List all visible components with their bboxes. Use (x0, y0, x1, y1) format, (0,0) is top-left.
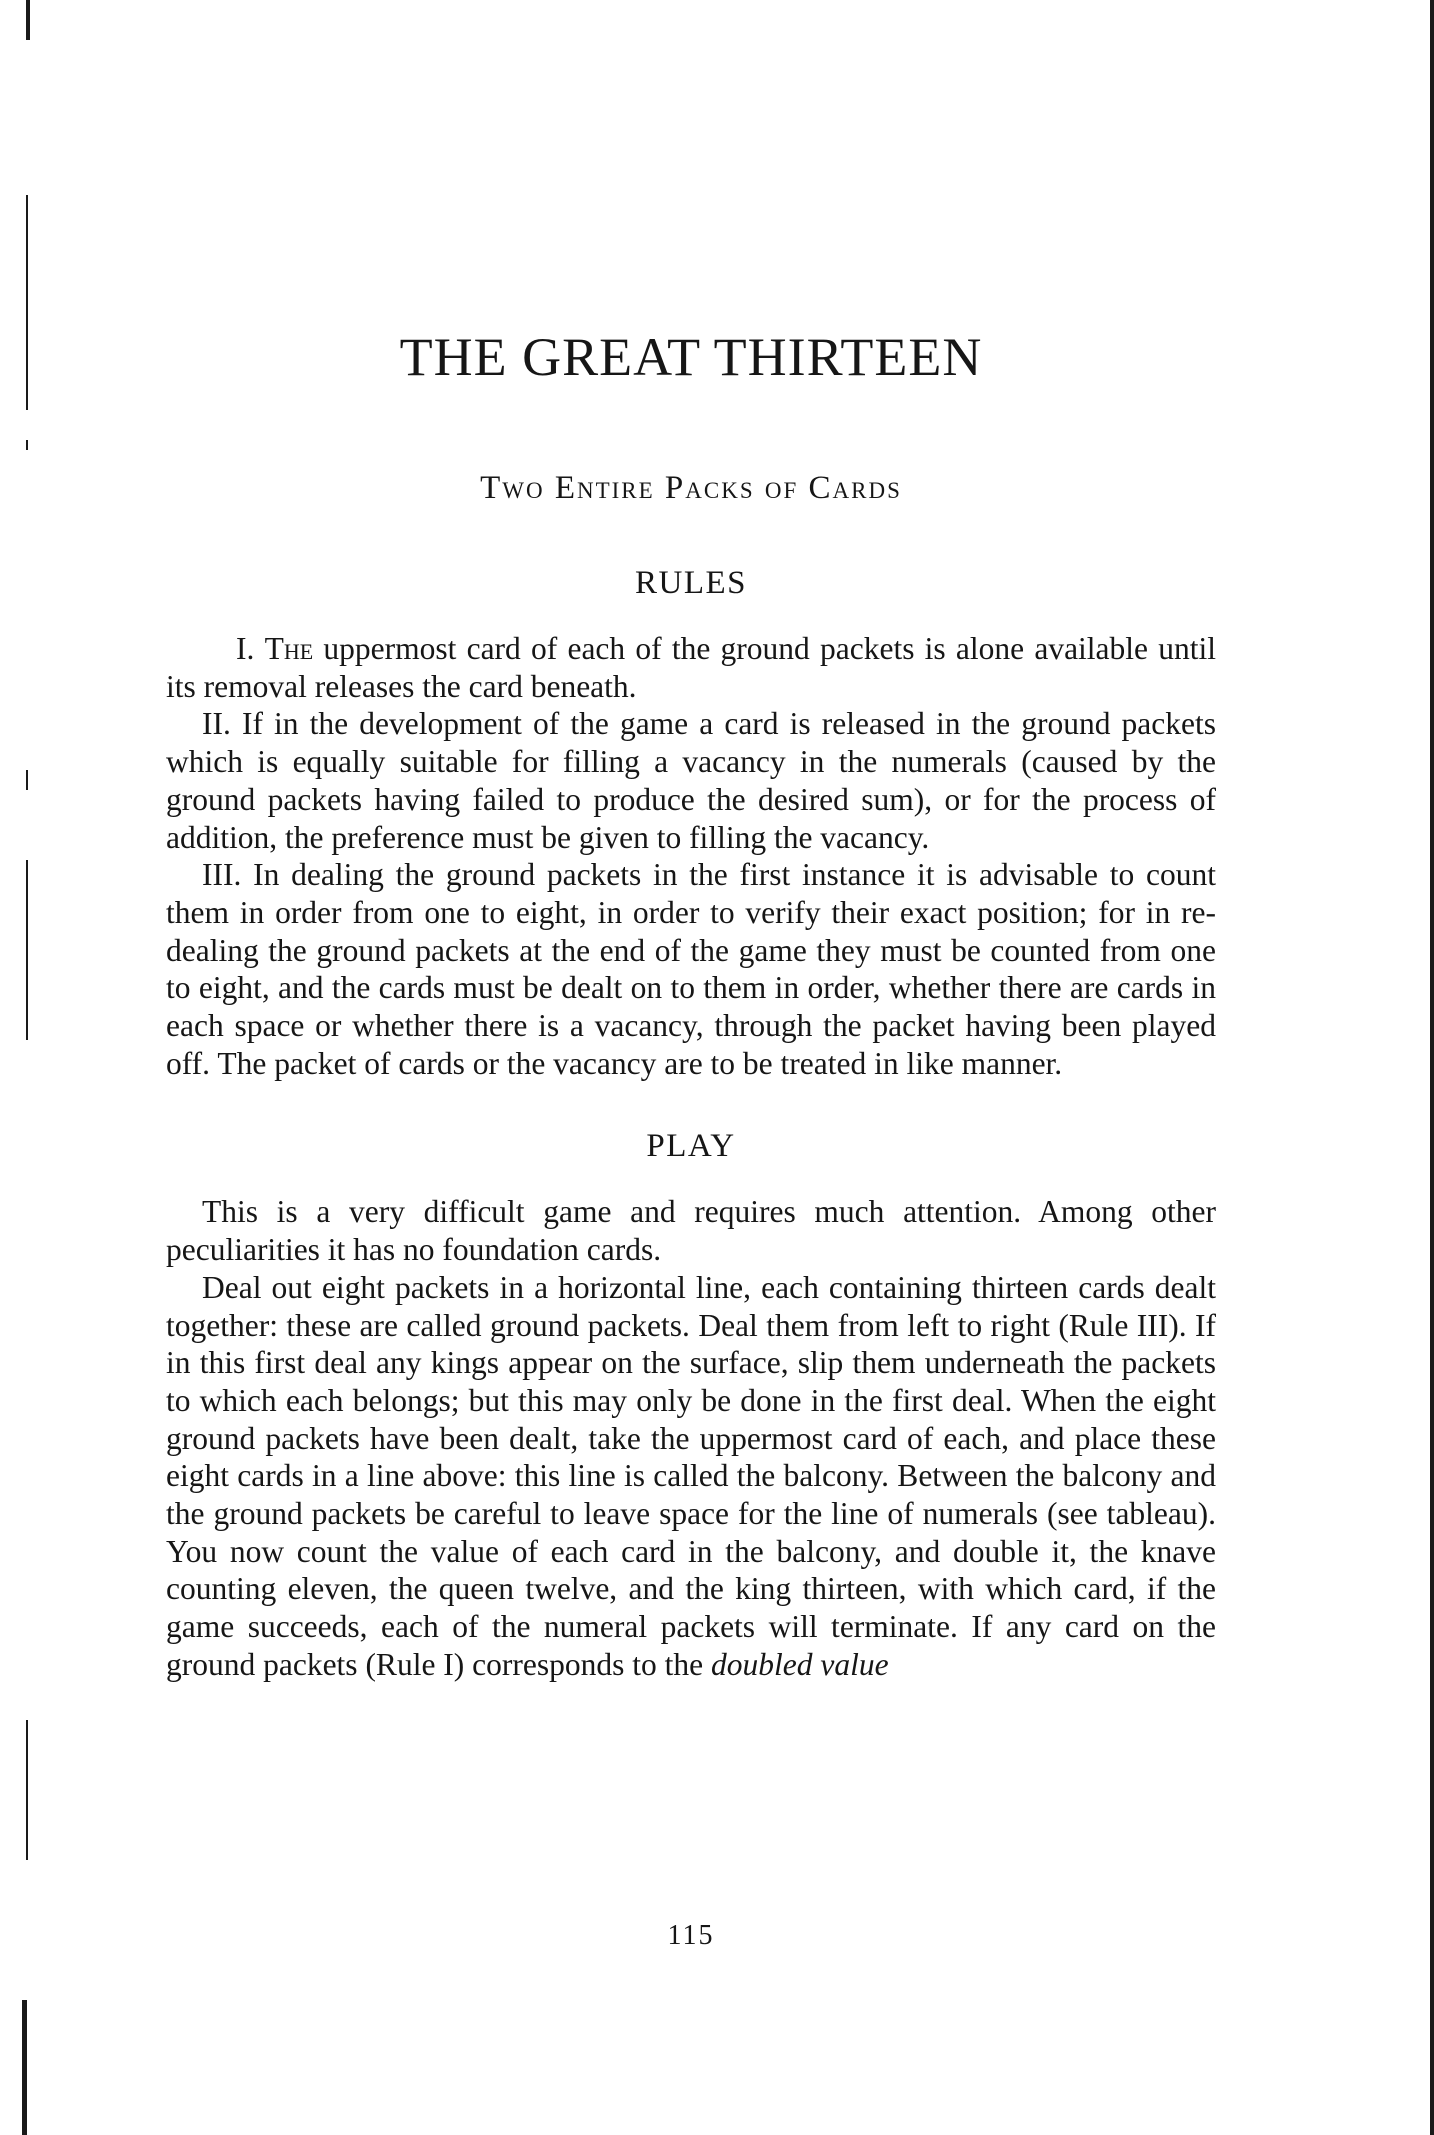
scan-edge-mark-left-6 (22, 2000, 27, 2135)
scan-edge-mark-left-1 (26, 195, 28, 410)
play-paragraph-text: Deal out eight packets in a horizontal line, each containing thirteen cards dealt together: these are called ground packets. Deal them from left to right (Rule III). If in this first deal any kings appear on the surface, slip them underneath the packets to which each belongs; but this may only be done in the first deal. When the eight ground packets have been dealt, take the uppermost card of each, and place these eight cards in a line above: this line is called the balcony. Between the balcony and the ground packets be careful to leave space for the line of numerals (see tableau). You now count the value of each card in the balcony, and double it, the knave counting eleven, the queen twelve, and the king thirteen, with which card, if the game succeeds, each of the numeral packets will terminate. If any card on the ground packets (Rule I) corresponds to the (166, 1269, 1216, 1682)
rule-text: uppermost card of each of the ground packets is alone available until its removal releases the card beneath. (166, 631, 1216, 704)
rule-item (166, 856, 1216, 1082)
play-paragraph: This is a very difficult game and requires much attention. Among other peculiarities it has no foundation cards. (166, 1194, 1216, 1268)
scan-edge-mark-top-left (26, 0, 30, 40)
scan-edge-mark-left-3 (26, 770, 28, 790)
book-page (166, 327, 1217, 1951)
rules-list (166, 630, 1216, 1082)
play-heading: PLAY (646, 1128, 736, 1165)
scan-edge-mark-left-5 (26, 1720, 28, 1860)
page-subtitle: Two Entire Packs of Cards (480, 470, 902, 506)
play-text (166, 1193, 1216, 1683)
rule-number: II. (202, 706, 231, 742)
rule-number: I. (236, 631, 255, 666)
rule-item (166, 630, 1216, 705)
rule-item (166, 705, 1216, 856)
play-italic-phrase: doubled value (710, 1646, 889, 1682)
rule-text: In dealing the ground packets in the first instance it is advisable to count them in order from one to eight, in order to verify their exact position; for in re-dealing the ground packets at the end of the game they must be counted from one to eight, and the cards must be dealt on to them in order, whether there are cards in each space or whether there is a vacancy, through the packet having been played off. The packet of cards or the vacancy are to be treated in like manner. (166, 857, 1216, 1081)
rule-text: If in the development of the game a card is released in the ground packets which is equally suitable for filling a vacancy in the numerals (caused by the ground packets having failed to produce the desired sum), or for the process of addition, the preference must be given to filling the vacancy. (166, 706, 1217, 855)
scan-edge-mark-right (1430, 0, 1434, 2135)
scan-edge-mark-left-4 (26, 860, 28, 1040)
rule-number: III. (202, 857, 242, 893)
rules-heading: RULES (634, 565, 747, 601)
scan-edge-mark-left-2 (26, 440, 28, 450)
page-title: THE GREAT THIRTEEN (399, 327, 983, 387)
rule-lead-word: The (264, 631, 314, 666)
page-number: 115 (667, 1920, 715, 1951)
play-paragraph (166, 1269, 1216, 1684)
